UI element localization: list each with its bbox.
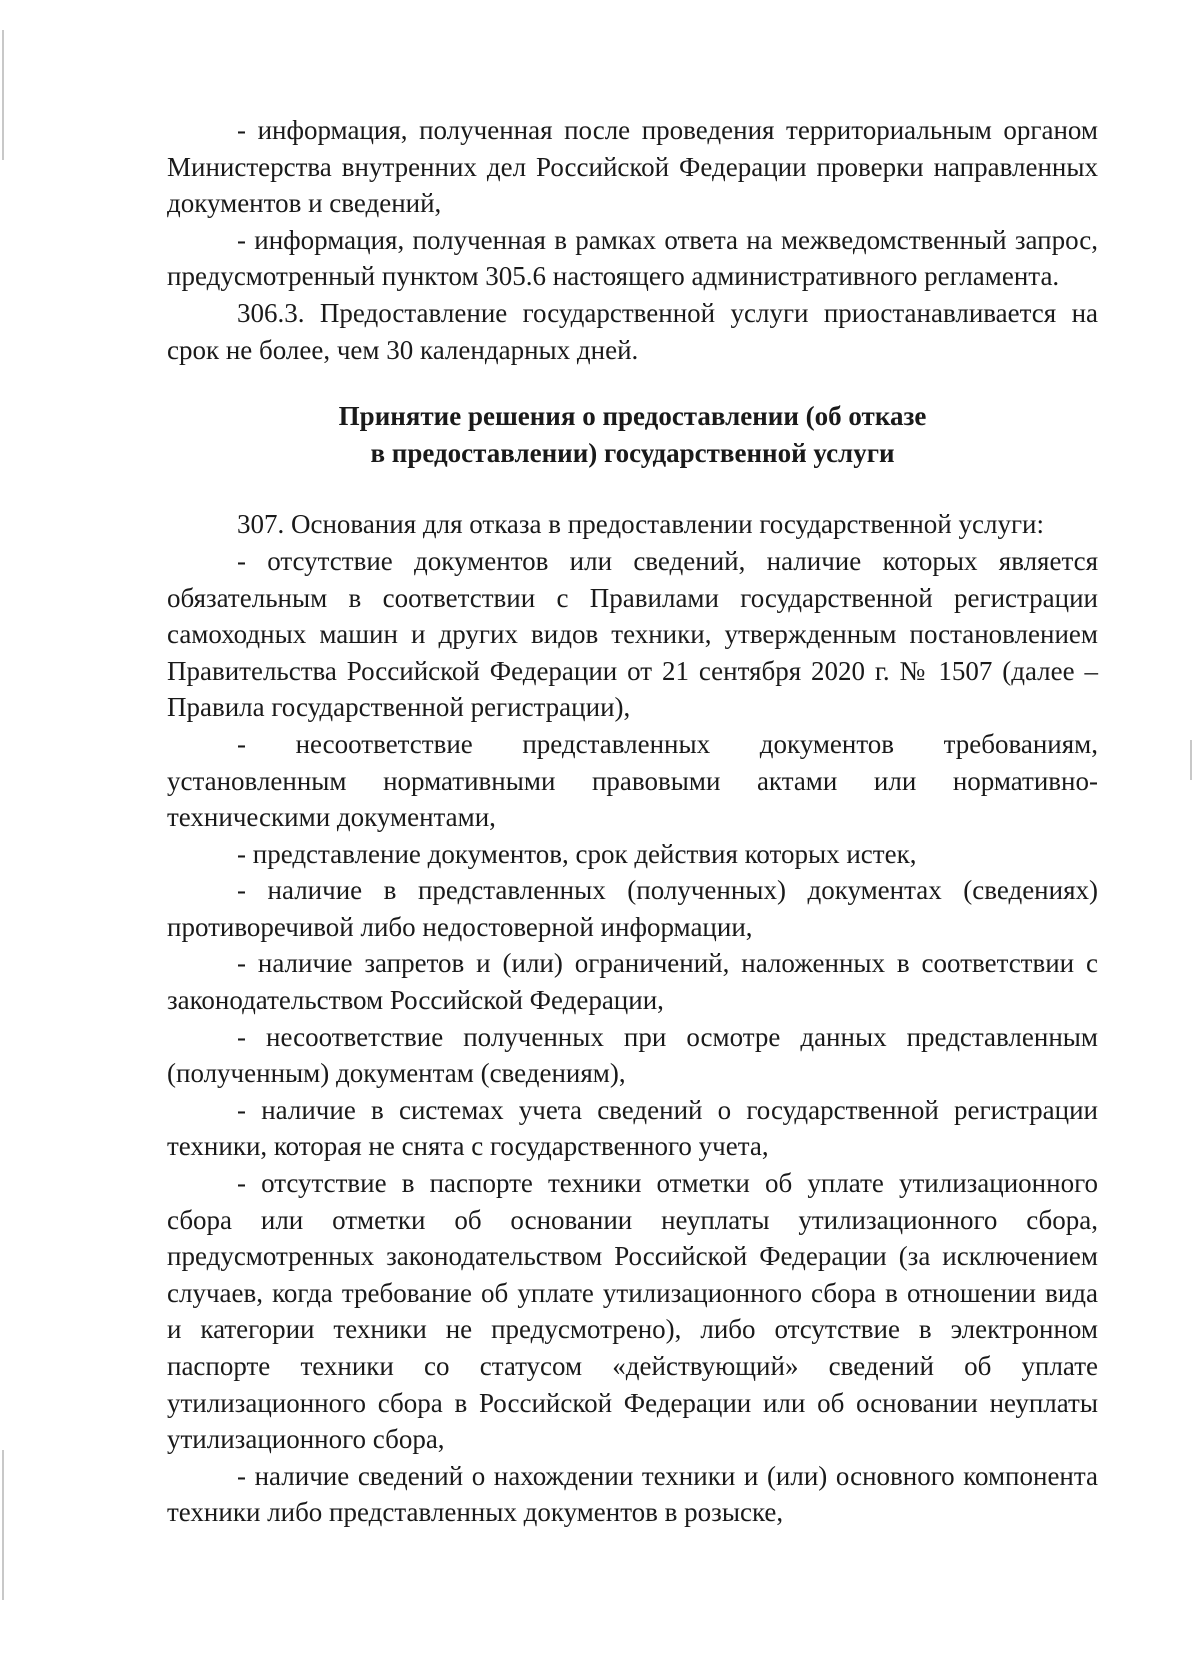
paragraph-306-3: 306.3. Предоставление государственной услуги приостанавливается на срок не более, чем 30 календарных дней. bbox=[167, 297, 1098, 365]
section-heading-line-1: Принятие решения о предоставлении (об отказе bbox=[338, 401, 927, 432]
scan-edge-mark-left-bottom bbox=[2, 1450, 4, 1600]
scan-edge-mark-right bbox=[1190, 740, 1192, 780]
paragraph-mvd-info: - информация, полученная после проведения территориальным органом Министерства внутренних дел Российской Федерации проверки направленных документов и сведений, bbox=[167, 115, 1098, 219]
section-heading-line-2: в предоставлении) государственной услуги bbox=[370, 437, 895, 468]
list-item-inspection-mismatch: - несоответствие полученных при осмотре данных представленным (полученным) документам (сведениям), bbox=[167, 1021, 1098, 1089]
document-body bbox=[167, 112, 1098, 1531]
list-item-recycling-fee: - отсутствие в паспорте техники отметки об уплате утилизационного сбора или отметки об основании неуплаты утилизационного сбора, предусмотренных законодательством Российской Федерации (за исключением случаев, когда требование об уплате утилизационного сбора в отношении вида и категории техники не предусмотрено), либо отсутствие в электронном паспорте техники со статусом «действующий» сведений об уплате утилизационного сбора в Российской Федерации или об основании неуплаты утилизационного сбора, bbox=[167, 1168, 1098, 1455]
list-item-expired-documents: - представление документов, срок действия которых истек, bbox=[237, 838, 917, 869]
list-item-bans-restrictions: - наличие запретов и (или) ограничений, наложенных в соответствии с законодательством Российской Федерации, bbox=[167, 948, 1098, 1016]
paragraph-307: 307. Основания для отказа в предоставлении государственной услуги: bbox=[237, 509, 1044, 540]
list-item-not-deregistered: - наличие в системах учета сведений о государственной регистрации техники, которая не снята с государственного учета, bbox=[167, 1094, 1098, 1162]
list-item-noncompliance: - несоответствие представленных документов требованиям, установленным нормативными правовыми актами или нормативно-техническими документами, bbox=[167, 728, 1098, 833]
list-item-missing-documents: - отсутствие документов или сведений, наличие которых является обязательным в соответствии с Правилами государственной регистрации самоходных машин и других видов техники, утвержденным постановлением Правительства Российской Федерации от 21 сентября 2020 г. № 1507 (далее – Правила государственной регистрации), bbox=[167, 545, 1098, 723]
list-item-contradictory-info: - наличие в представленных (полученных) документах (сведениях) противоречивой либо недостоверной информации, bbox=[167, 875, 1098, 942]
paragraph-interagency-info: - информация, полученная в рамках ответа на межведомственный запрос, предусмотренный пунктом 305.6 настоящего административного регламента. bbox=[167, 224, 1098, 292]
list-item-wanted-search: - наличие сведений о нахождении техники и (или) основного компонента техники либо представленных документов в розыске, bbox=[167, 1460, 1098, 1528]
scan-edge-mark-left-top bbox=[2, 30, 4, 160]
